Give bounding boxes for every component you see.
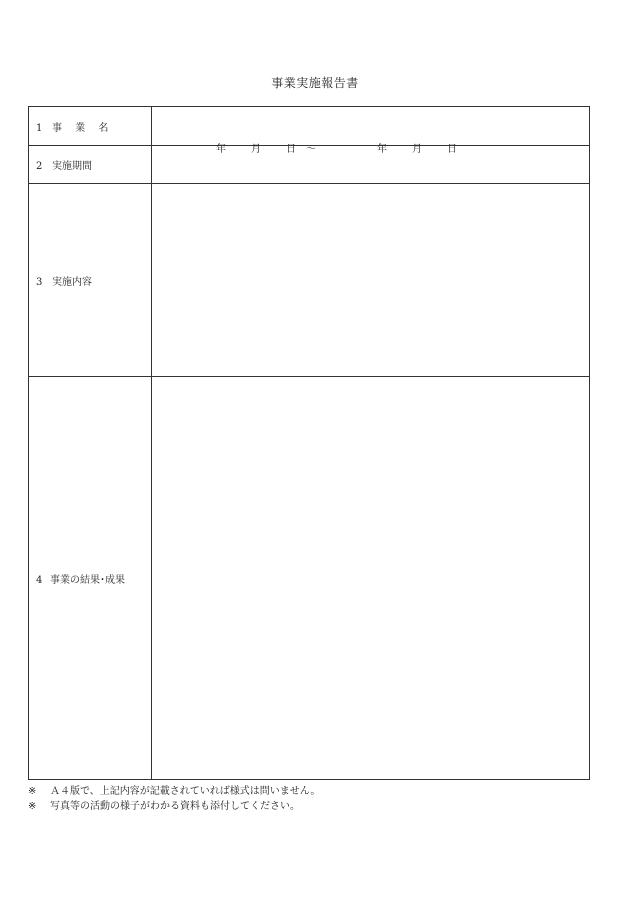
row-label-content [29,184,152,377]
row-number: 2 [36,161,43,172]
row-label-project-name [29,107,152,146]
end-year-unit: 年 [377,144,387,155]
row-number: 1 [36,122,43,134]
range-tilde: ～ [306,144,316,155]
row-period [29,146,590,184]
start-year-unit: 年 [216,144,226,155]
note-text: Ａ４版で、上記内容が記載されていれば様式は問いません。 [50,786,321,797]
note-item [28,784,320,799]
row-number: 3 [36,276,43,288]
note-item [28,799,320,814]
end-month-unit: 月 [412,144,422,155]
row-label-text: 実施期間 [52,161,92,172]
notes [28,784,320,814]
row-number: 4 [36,574,43,586]
row-label-text: 事 業 名 [52,122,114,134]
note-mark: ※ [28,801,37,812]
row-results [29,377,590,780]
row-content [29,184,590,377]
period-field[interactable] [152,146,590,184]
note-text: 写真等の活動の様子がわかる資料も添付してください。 [50,801,300,812]
document-title: 事業実施報告書 [271,76,359,90]
report-table [28,106,590,780]
content-field[interactable] [152,184,590,377]
row-label-text: 事業の結果･成果 [50,574,125,586]
end-day-unit: 日 [447,144,457,155]
row-label-results [29,377,152,780]
row-label-text: 実施内容 [52,276,92,288]
start-month-unit: 月 [251,144,261,155]
start-day-unit: 日 [286,144,296,155]
note-mark: ※ [28,786,37,797]
row-label-period [29,146,152,184]
results-field[interactable] [152,377,590,780]
